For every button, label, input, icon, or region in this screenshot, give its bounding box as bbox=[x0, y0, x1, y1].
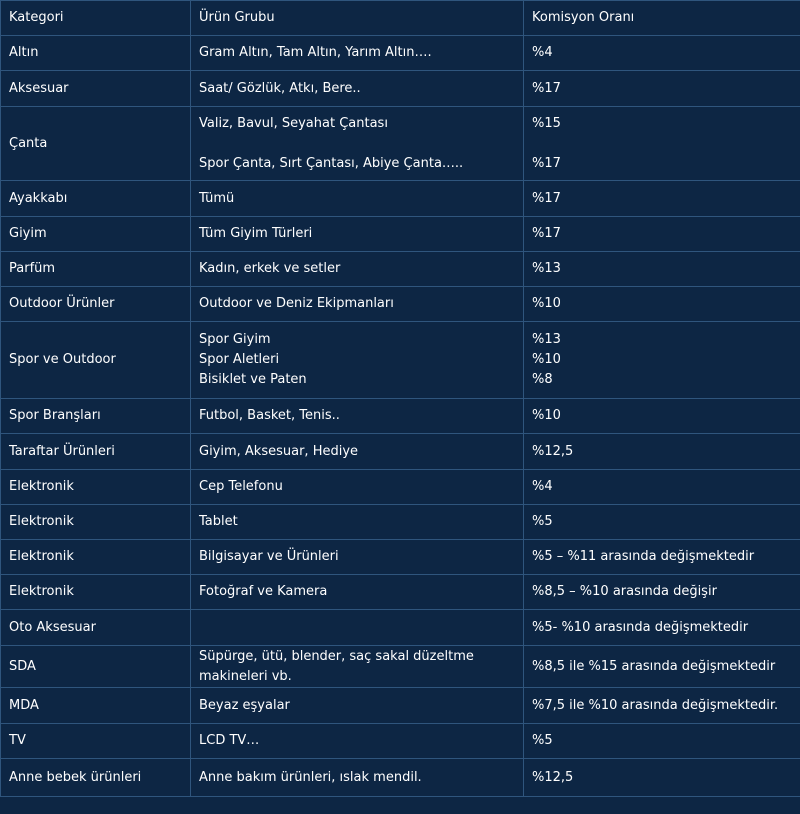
product-group-cell: Cep Telefonu bbox=[191, 470, 524, 505]
product-group-cell: Giyim, Aksesuar, Hediye bbox=[191, 434, 524, 470]
product-group-cell: Tüm Giyim Türleri bbox=[191, 217, 524, 252]
product-group-cell: Bilgisayar ve Ürünleri bbox=[191, 540, 524, 575]
rate-cell bbox=[524, 107, 800, 181]
category-cell: SDA bbox=[1, 646, 191, 688]
product-group-cell: Gram Altın, Tam Altın, Yarım Altın…. bbox=[191, 36, 524, 71]
rate-cell: %10 bbox=[524, 287, 800, 322]
table-row bbox=[1, 434, 800, 470]
rate-cell: %13 bbox=[524, 252, 800, 287]
table-row bbox=[1, 724, 800, 759]
rate-cell: %10 bbox=[524, 399, 800, 434]
table-row bbox=[1, 505, 800, 540]
header-row bbox=[1, 1, 800, 36]
category-cell: Ayakkabı bbox=[1, 181, 191, 217]
table-row bbox=[1, 399, 800, 434]
category-cell: Spor Branşları bbox=[1, 399, 191, 434]
product-group-cell: Kadın, erkek ve setler bbox=[191, 252, 524, 287]
product-group-cell: Beyaz eşyalar bbox=[191, 688, 524, 724]
category-cell: Elektronik bbox=[1, 540, 191, 575]
rate-cell: %5 bbox=[524, 724, 800, 759]
category-cell: TV bbox=[1, 724, 191, 759]
rate-cell: %5 – %11 arasında değişmektedir bbox=[524, 540, 800, 575]
rate-cell: %4 bbox=[524, 36, 800, 71]
product-group-cell: Anne bakım ürünleri, ıslak mendil. bbox=[191, 759, 524, 797]
product-group-cell: Futbol, Basket, Tenis.. bbox=[191, 399, 524, 434]
product-group-cell: Tablet bbox=[191, 505, 524, 540]
product-group-line: Spor Giyim bbox=[199, 332, 271, 347]
category-cell: Taraftar Ürünleri bbox=[1, 434, 191, 470]
category-cell: Parfüm bbox=[1, 252, 191, 287]
rate-cell: %7,5 ile %10 arasında değişmektedir. bbox=[524, 688, 800, 724]
product-group-line: Spor Aletleri bbox=[199, 352, 280, 367]
category-cell: Oto Aksesuar bbox=[1, 610, 191, 646]
rate-cell: %4 bbox=[524, 470, 800, 505]
table-row bbox=[1, 36, 800, 71]
table-row bbox=[1, 688, 800, 724]
table-row bbox=[1, 575, 800, 610]
category-cell: Elektronik bbox=[1, 575, 191, 610]
product-group-line: Bisiklet ve Paten bbox=[199, 372, 307, 387]
product-group-line: Valiz, Bavul, Seyahat Çantası bbox=[199, 115, 388, 131]
category-cell: Aksesuar bbox=[1, 71, 191, 107]
table-row bbox=[1, 759, 800, 797]
header-commission-rate: Komisyon Oranı bbox=[524, 1, 800, 36]
rate-line: %8 bbox=[532, 372, 553, 387]
category-cell: Anne bebek ürünleri bbox=[1, 759, 191, 797]
table-row bbox=[1, 610, 800, 646]
category-cell: Outdoor Ürünler bbox=[1, 287, 191, 322]
rate-line: %15 bbox=[532, 115, 561, 131]
category-cell: Çanta bbox=[1, 107, 191, 181]
product-group-cell: LCD TV… bbox=[191, 724, 524, 759]
table-row bbox=[1, 181, 800, 217]
product-group-line: Spor Çanta, Sırt Çantası, Abiye Çanta….. bbox=[199, 155, 464, 171]
category-cell: MDA bbox=[1, 688, 191, 724]
category-cell: Elektronik bbox=[1, 470, 191, 505]
rate-cell: %5- %10 arasında değişmektedir bbox=[524, 610, 800, 646]
header-product-group: Ürün Grubu bbox=[191, 1, 524, 36]
rate-cell: %17 bbox=[524, 71, 800, 107]
rate-cell: %5 bbox=[524, 505, 800, 540]
category-cell: Altın bbox=[1, 36, 191, 71]
table-row bbox=[1, 287, 800, 322]
product-group-cell bbox=[191, 322, 524, 399]
rate-cell: %17 bbox=[524, 217, 800, 252]
product-group-cell: Fotoğraf ve Kamera bbox=[191, 575, 524, 610]
product-group-cell: Süpürge, ütü, blender, saç sakal düzeltme makineleri vb. bbox=[191, 646, 524, 688]
product-group-cell bbox=[191, 610, 524, 646]
rate-line: %10 bbox=[532, 352, 561, 367]
rate-line: %13 bbox=[532, 332, 561, 347]
table-row bbox=[1, 470, 800, 505]
rate-cell: %12,5 bbox=[524, 434, 800, 470]
rate-cell bbox=[524, 322, 800, 399]
table-row bbox=[1, 540, 800, 575]
product-group-cell: Tümü bbox=[191, 181, 524, 217]
rate-cell: %8,5 – %10 arasında değişir bbox=[524, 575, 800, 610]
rate-cell: %12,5 bbox=[524, 759, 800, 797]
category-cell: Giyim bbox=[1, 217, 191, 252]
rate-cell: %17 bbox=[524, 181, 800, 217]
product-group-cell: Saat/ Gözlük, Atkı, Bere.. bbox=[191, 71, 524, 107]
table-row bbox=[1, 71, 800, 107]
table-row bbox=[1, 646, 800, 688]
table-row bbox=[1, 252, 800, 287]
category-cell: Spor ve Outdoor bbox=[1, 322, 191, 399]
product-group-cell bbox=[191, 107, 524, 181]
table-row bbox=[1, 107, 800, 181]
rate-cell: %8,5 ile %15 arasında değişmektedir bbox=[524, 646, 800, 688]
rate-line: %17 bbox=[532, 155, 561, 171]
table-row bbox=[1, 322, 800, 399]
header-category: Kategori bbox=[1, 1, 191, 36]
category-cell: Elektronik bbox=[1, 505, 191, 540]
table-row bbox=[1, 217, 800, 252]
product-group-cell: Outdoor ve Deniz Ekipmanları bbox=[191, 287, 524, 322]
